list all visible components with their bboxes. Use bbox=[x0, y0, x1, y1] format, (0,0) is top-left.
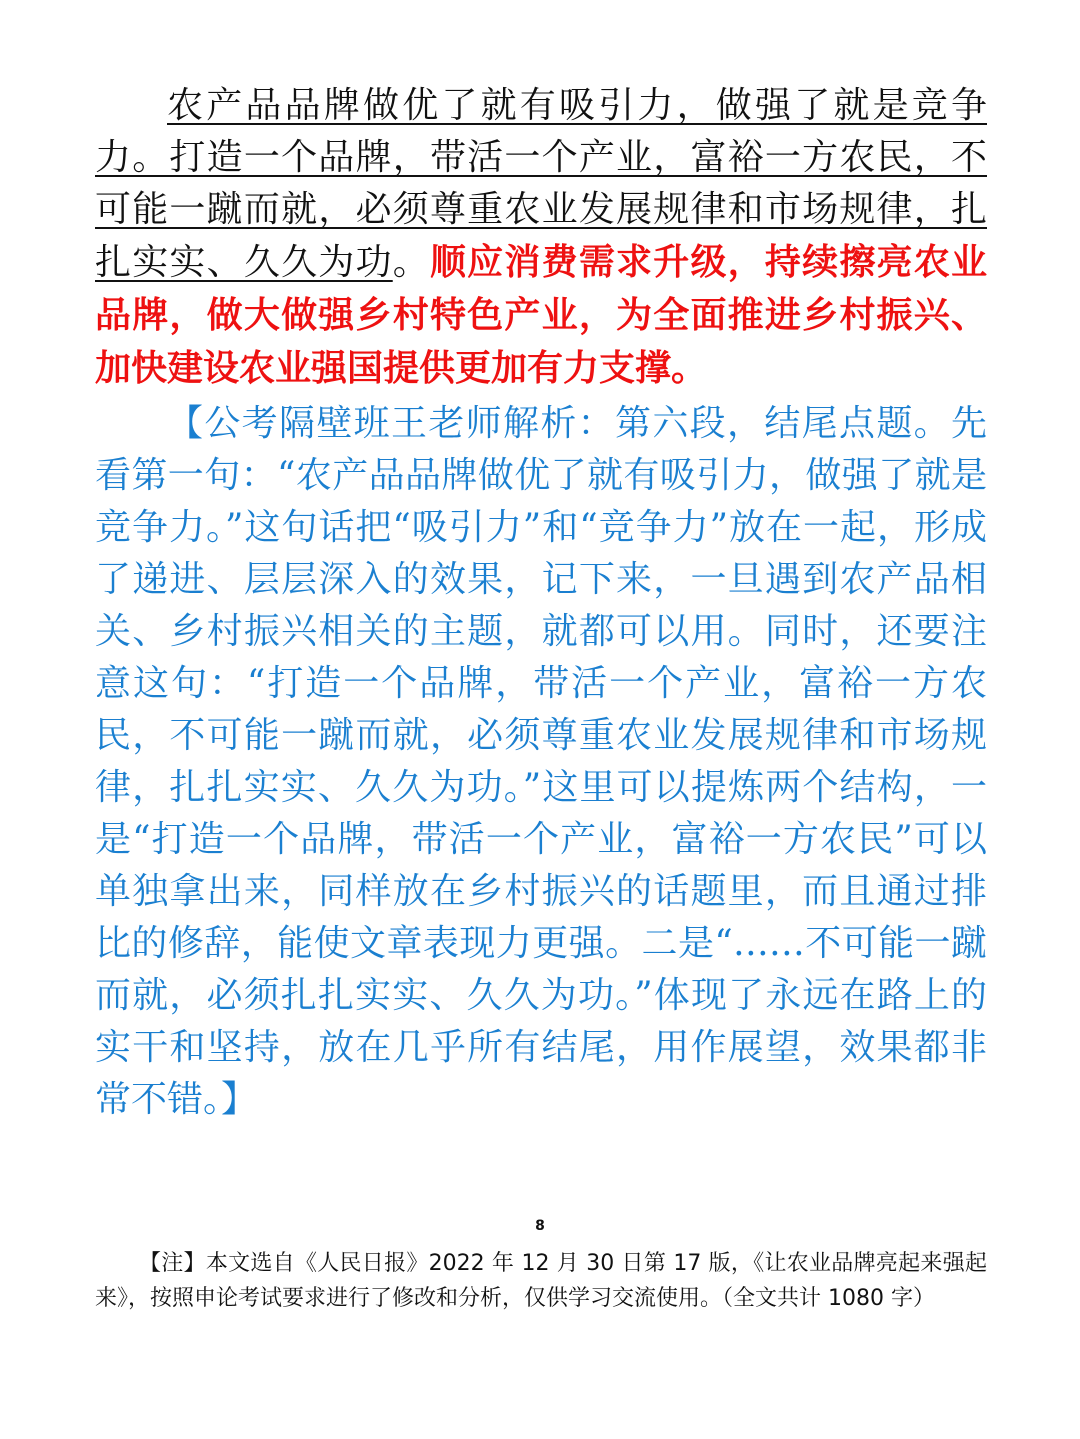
main-paragraph bbox=[95, 80, 987, 395]
underlined-text: 农产品品牌做优了就有吸引力，做强了就是竞争力。打造一个品牌，带活一个产业，富裕一方农民，不可能一蹴而就，必须尊重农业发展规律和市场规律，扎扎实实、久久为功 bbox=[95, 85, 987, 283]
highlighted-text: 顺应消费需求升级，持续擦亮农业品牌，做大做强乡村特色产业，为全面推进乡村振兴、加快建设农业强国提供更加有力支撑。 bbox=[95, 241, 987, 389]
source-note: 【注】本文选自《人民日报》2022 年 12 月 30 日第 17 版，《让农业品牌亮起来强起来》，按照申论考试要求进行了修改和分析，仅供学习交流使用。（全文共计 1080 字） bbox=[95, 1251, 987, 1311]
page-number: 8 bbox=[535, 1218, 545, 1234]
sentence-period: 。 bbox=[392, 242, 430, 283]
analysis-paragraph: 【公考隔壁班王老师解析：第六段，结尾点题。先看第一句：“农产品品牌做优了就有吸引力，做强了就是竞争力。”这句话把“吸引力”和“竞争力”放在一起，形成了递进、层层深入的效果，记下来，一旦遇到农产品相关、乡村振兴相关的主题，就都可以用。同时，还要注意这句：“打造一个品牌，带活一个产业，富裕一方农民，不可能一蹴而就，必须尊重农业发展规律和市场规律，扎扎实实、久久为功。”这里可以提炼两个结构，一是“打造一个品牌，带活一个产业，富裕一方农民”可以单独拿出来，同样放在乡村振兴的话题里，而且通过排比的修辞，能使文章表现力更强。二是“……不可能一蹴而就，必须扎扎实实、久久为功。”体现了永远在路上的实干和坚持，放在几乎所有结尾，用作展望，效果都非常不错。】 bbox=[95, 403, 987, 1120]
